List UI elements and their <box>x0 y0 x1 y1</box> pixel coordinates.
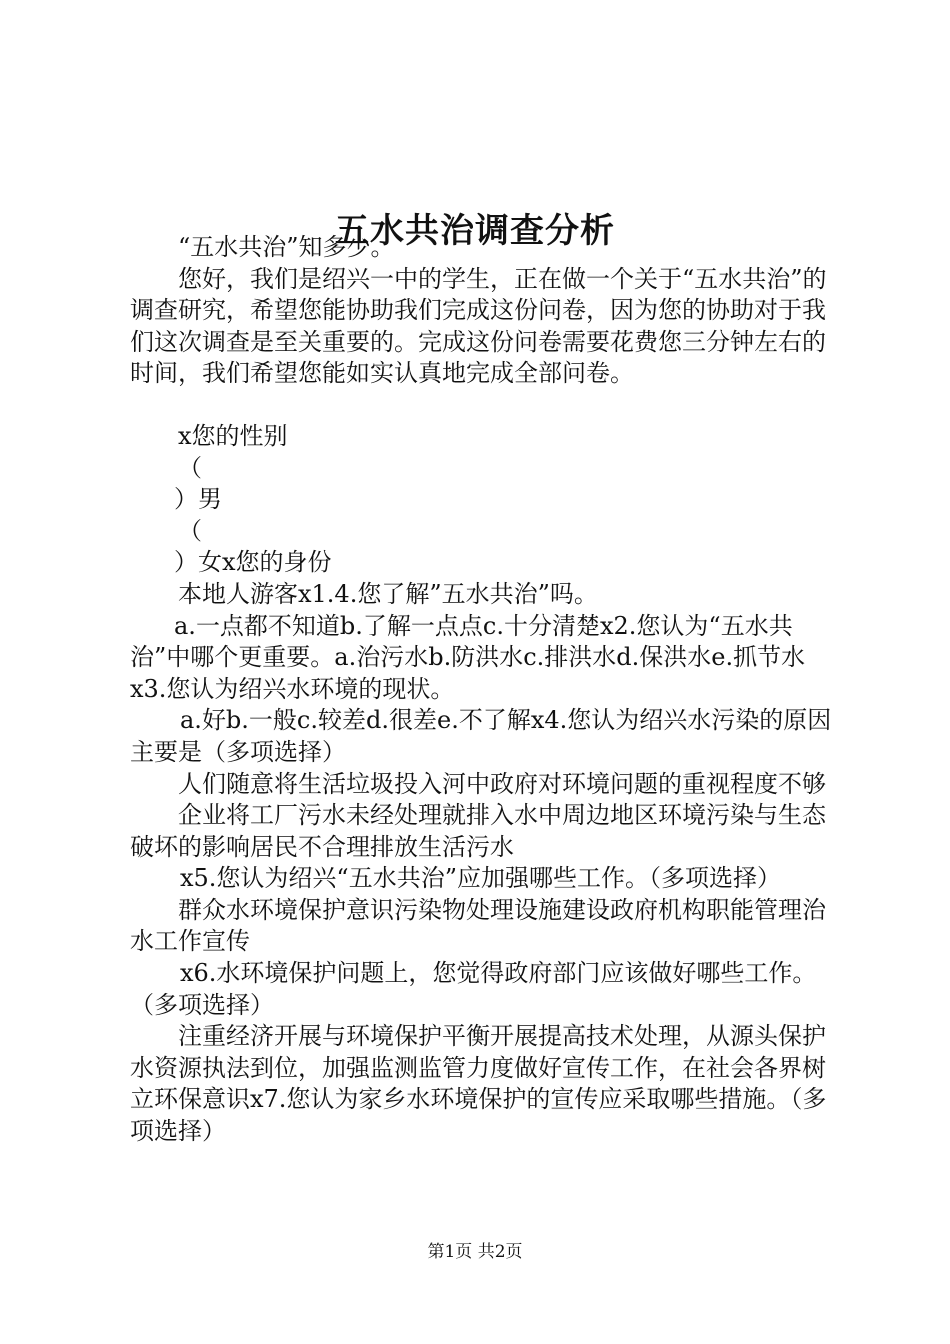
option-paren-open: （ <box>178 453 202 482</box>
question-2-3: a.一点都不知道b.了解一点点c.十分清楚x2.您认为“五水共治”中哪个更重要。a.治污水b.防洪水c.排洪水d.保洪水e.抓节水x3.您认为绍兴水环境的现状。 <box>130 611 806 703</box>
question-5-options: 群众水环境保护意识污染物处理设施建设政府机构职能管理治水工作宣传 <box>130 895 826 956</box>
question-1: 本地人游客x1.4.您了解”五水共治”吗。 <box>178 579 598 608</box>
intro-paragraph: 您好，我们是绍兴一中的学生，正在做一个关于“五水共治”的调查研究，希望您能协助我们完成这份问卷，因为您的协助对于我们这次调查是至关重要的。完成这份问卷需要花费您三分钟左右的时间，我们希望您能如实认真地完成全部问卷。 <box>130 264 827 388</box>
question-6-options-7: 注重经济开展与环境保护平衡开展提高技术处理，从源头保护水资源执法到位，加强监测监管力度做好宣传工作，在社会各界树立环保意识x7.您认为家乡水环境保护的宣传应采取哪些措施。（多项选择） <box>130 1022 827 1146</box>
question-gender: x您的性别 <box>178 421 288 450</box>
page-footer: 第1页 共2页 <box>427 1242 523 1262</box>
intro-heading: “五水共治”知多少。 <box>178 233 395 261</box>
option-paren-open: （ <box>178 516 202 545</box>
option-female-identity: ）女x您的身份 <box>174 548 332 577</box>
question-5: x5.您认为绍兴“五水共治”应加强哪些工作。（多项选择） <box>180 864 781 893</box>
document-title: 五水共治调查分析 <box>335 210 615 251</box>
question-4-options-b: 企业将工厂污水未经处理就排入水中周边地区环境污染与生态破坏的影响居民不合理排放生活污水 <box>130 801 826 861</box>
paragraph-gap <box>130 390 840 421</box>
document-body <box>130 232 840 1148</box>
option-male: ）男 <box>174 485 222 514</box>
question-4: a.好b.一般c.较差d.很差e.不了解x4.您认为绍兴水污染的原因主要是（多项选择） <box>130 706 832 766</box>
question-6: x6.水环境保护问题上，您觉得政府部门应该做好哪些工作。（多项选择） <box>130 959 817 1019</box>
question-4-options-a: 人们随意将生活垃圾投入河中政府对环境问题的重视程度不够 <box>178 769 826 798</box>
